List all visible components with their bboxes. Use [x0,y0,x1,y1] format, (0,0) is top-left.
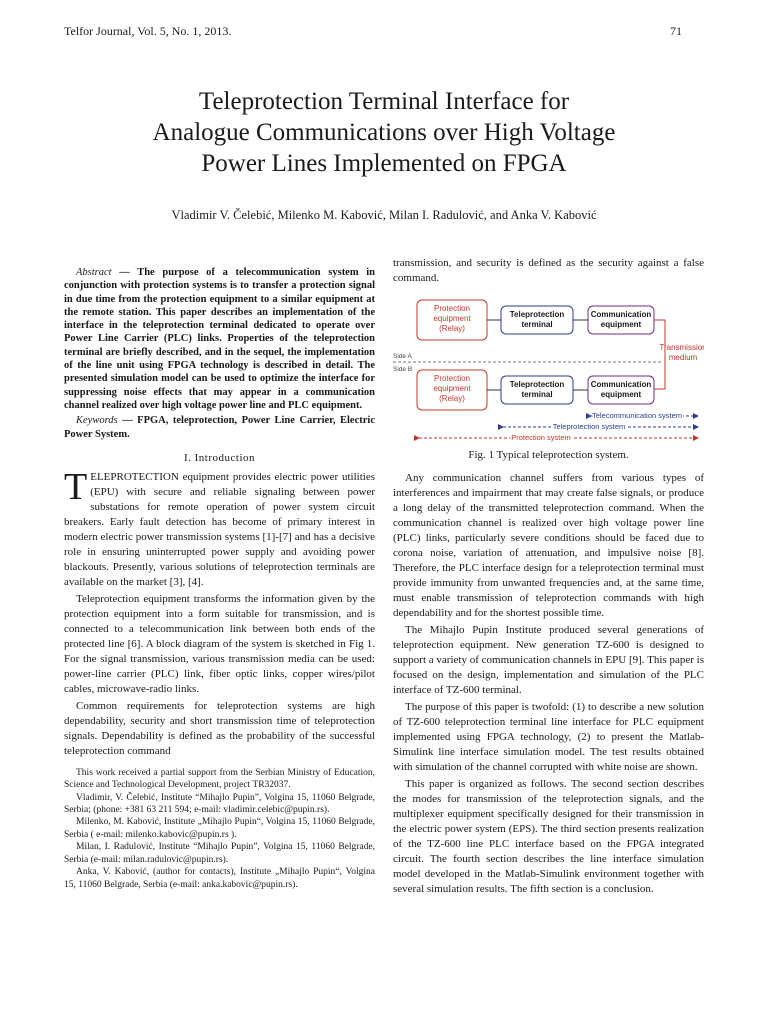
title-line: Analogue Communications over High Voltage [152,119,616,146]
side-a-label: Side A [393,353,412,360]
svg-text:terminal: terminal [521,390,553,399]
svg-text:terminal: terminal [521,320,553,329]
protection-a-label: Protection [433,304,471,313]
telecom-system-label: Telecommunication system [591,411,683,420]
abstract [64,266,375,441]
svg-text:Protection: Protection [433,374,471,383]
drop-cap: T [64,465,88,508]
svg-text:Communication: Communication [590,310,652,319]
svg-text:equipment: equipment [433,314,471,323]
body-paragraph: Common requirements for teleprotection systems are high dependability, security and short transmission time of teleprotection signals. Dependability is defined as the probability of the successful teleprotection command [64,699,375,757]
body-paragraph: Any communication channel suffers from various types of interferences and impairment that may create false signals, or produce a long delay of the transmitted teleprotection command. When the communication channel is realized over high voltage power line (PLC) links, particularly severe conditions should be faced due to corona noise, variation of attenuation, and impulsive noise [8]. Therefore, the PLC interface design for a teleprotection terminal must provide immunity from unwanted frequencies and, at the same time, must enable transmission of teleprotection commands with high dependability and for the shortest possible time. [393,472,704,619]
paper-title [0,86,768,179]
svg-text:equipment: equipment [600,320,642,329]
abstract-text: — The purpose of a telecommunication system in conjunction with protection systems is to transfer a protection signal in due time from the protection equipment to a similar equipment at the remote station. This paper describes an implementation of the interface in the teleprotection terminal dedicated to operate over Power Line Carrier (PLC) links. Properties of the teleprotection terminal are briefly described, and in the sequel, the implementation of the line unit using FPGA technology is described in detail. The presented simulation model can be used to optimize the interface for suppressing noise effects that may appear in a communication channel realized over high voltage power line and PLC equipment. [64,267,375,411]
svg-text:Teleprotection: Teleprotection [509,310,565,319]
footnote: Vladimir, V. Čelebić, Institute “Mihajlo Pupin”, Volgina 15, 11060 Belgrade, Serbia; (phone: +381 63 211 594; e-mail: vladimir.celebic@pupin.rs). [64,792,375,816]
left-column [64,266,375,891]
svg-text:equipment: equipment [600,390,642,399]
footnote: Anka, V. Kabović, (author for contacts), Institute „Mihajlo Pupin“, Volgina 15, 11060 Belgrade, Serbia (e-mail: anka.kabovic@pupin.rs). [64,867,375,890]
footnote: This work received a partial support from the Serbian Ministry of Education, Science and Technological Development, project TR32037. [64,767,375,791]
journal-header: Telfor Journal, Vol. 5, No. 1, 2013. [64,24,232,38]
figure-caption: Fig. 1 Typical teleprotection system. [468,449,629,461]
footnote: Milenko, M. Kabović, Institute „Mihajlo Pupin“, Volgina 15, 11060 Belgrade, Serbia ( e-mail: milenko.kabovic@pupin.rs ). [64,817,375,840]
body-paragraph: The purpose of this paper is twofold: (1) to describe a new solution of TZ-600 teleprotection terminal line interface for PLC equipment implemented using FPGA technology, (2) to present the Matlab-Simulink line interface simulation model. The test results obtained with simulation of the channel corrupted with white noise are shown. [393,701,704,773]
svg-text:(Relay): (Relay) [439,394,465,403]
keywords-label: Keywords [76,415,118,427]
keywords-text: — FPGA, teleprotection, Power Line Carrier, Electric Power System. [64,415,375,440]
svg-text:Teleprotection: Teleprotection [509,380,565,389]
block-diagram [393,294,704,444]
footnotes [64,767,375,891]
page-number: 71 [670,24,682,38]
title-line: Power Lines Implemented on FPGA [201,150,567,177]
right-column [393,256,704,899]
intro-paragraph: TELEPROTECTION equipment provides electric power utilities (EPU) with secure and reliable signaling between power substations for remote operation of power system circuit breakers. Early fault detection has become of primary interest in modern electric power transmission systems [1]-[7] and has a decisive role in ensuring uninterrupted power supply and avoiding power blackouts. Presently, various solutions of teleprotection terminals are available on the market [3], [4]. [64,465,375,588]
svg-text:(Relay): (Relay) [439,324,465,333]
teleprotection-system-label: Teleprotection system [552,422,626,431]
title-line: Teleprotection Terminal Interface for [198,88,570,115]
protection-system-label: Protection system [511,433,571,442]
footnote: Milan, I. Radulović, Institute “Mihajlo Pupin”, Volgina 15, 11060 Belgrade, Serbia (e-mail: milan.radulovic@pupin.rs). [64,842,375,865]
figure-1 [393,294,704,444]
body-paragraph: transmission, and security is defined as the security against a false command. [393,257,704,284]
svg-text:equipment: equipment [433,384,471,393]
section-heading: I. Introduction [183,451,256,464]
svg-text:Communication: Communication [590,380,652,389]
body-paragraph: The Mihajlo Pupin Institute produced several generations of teleprotection equipment. New generation TZ-600 is designed to support a variety of communication channels in EPU [9]. This paper is focused on the design, implementation and simulation of the PLC interface of TZ-600 terminal. [393,624,704,696]
body-paragraph: Teleprotection equipment transforms the information given by the protection equipment into a form suitable for transmission, and is connected to a telecommunication link between both ends of the protected line [6]. A block diagram of the system is sketched in Fig 1. For the signal transmission, various transmission media can be used: power-line carrier (PLC) link, fiber optic links, copper wires/pilot cables, microwave-radio links. [64,592,375,695]
svg-text:medium: medium [668,353,698,362]
body-paragraph: This paper is organized as follows. The second section describes the modes for transmission of the teleprotection signals, and the multiplexer equipment specifically designed for their transmission in the electric power system (EPS). The third section presents realization of the TZ-600 line PLC interface based on the FPGA integrated circuit. The fourth section describes the line interface simulation model developed in the Matlab-Simulink environment together with several simulation results. The fifth section is a conclusion. [393,778,704,895]
medium-label: Transmission [659,343,704,352]
side-b-label: Side B [393,366,413,373]
abstract-label: Abstract [76,267,112,278]
author-list: Vladimir V. Čelebić, Milenko M. Kabović, Milan I. Radulović, and Anka V. Kabović [171,208,597,222]
